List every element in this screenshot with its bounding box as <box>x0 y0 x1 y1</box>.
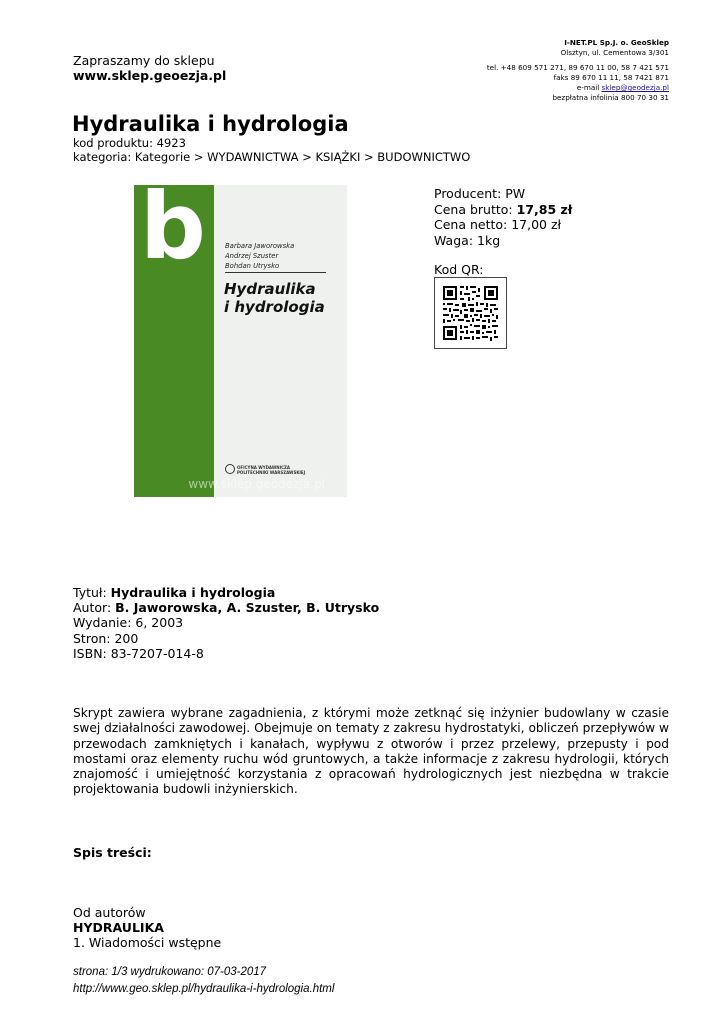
qr-code <box>434 277 507 349</box>
company-hotline: bezpłatna infolinia 800 70 30 31 <box>552 93 669 102</box>
cover-letter: b <box>140 185 206 280</box>
qr-code-icon <box>435 278 506 348</box>
company-info <box>487 38 669 103</box>
page-footer <box>73 964 334 998</box>
cover-publisher <box>225 465 305 475</box>
detail-author-label: Autor: <box>73 600 116 616</box>
product-code: kod produktu: 4923 <box>73 136 186 150</box>
toc-list <box>73 905 221 950</box>
product-meta <box>73 136 470 164</box>
publisher-line: OFICYNA WYDAWNICZA <box>237 465 291 470</box>
toc-item: 1. Wiadomości wstępne <box>73 935 222 950</box>
cover-watermark: www.sklep.geodezja.pl <box>188 477 325 491</box>
cover-title-line: Hydraulika <box>224 280 316 298</box>
shop-invite <box>73 53 226 83</box>
cover-author: Andrzej Szuster <box>225 252 279 260</box>
cover-title <box>224 280 325 316</box>
company-email-line <box>487 83 669 93</box>
product-info <box>434 186 572 248</box>
detail-pages: Stron: 200 <box>73 630 139 646</box>
price-gross-value: 17,85 zł <box>516 201 573 217</box>
shop-invite-text: Zapraszamy do sklepu <box>73 53 215 68</box>
email-link[interactable]: sklep@geodezja.pl <box>601 83 669 92</box>
producer: Producent: PW <box>434 186 526 201</box>
toc-item: Od autorów <box>73 905 146 920</box>
email-prefix: e-mail <box>576 83 602 92</box>
detail-isbn: ISBN: 83-7207-014-8 <box>73 645 204 661</box>
company-address: Olsztyn, ul. Cementowa 3/301 <box>560 48 669 57</box>
detail-title-label: Tytuł: <box>73 585 111 600</box>
company-name: I-NET.PL Sp.J. o. GeoSklep <box>564 38 669 47</box>
toc-heading: Spis treści: <box>73 845 152 860</box>
qr-label: Kod QR: <box>434 262 484 277</box>
product-category: kategoria: Kategorie > WYDAWNICTWA > KSIĄŻKI > BUDOWNICTWO <box>73 150 471 164</box>
publisher-line: POLITECHNIKI WARSZAWSKIEJ <box>237 470 306 475</box>
cover-author: Barbara Jaworowska <box>225 242 295 250</box>
price-gross-line <box>434 202 572 218</box>
detail-author <box>73 600 379 615</box>
weight: Waga: 1kg <box>434 232 501 248</box>
shop-url[interactable]: www.sklep.geoezja.pl <box>73 68 227 83</box>
book-cover-image <box>134 185 347 497</box>
toc-section: HYDRAULIKA <box>73 920 164 935</box>
price-net: Cena netto: 17,00 zł <box>434 217 562 232</box>
detail-author-value: B. Jaworowska, A. Szuster, B. Utrysko <box>115 600 380 616</box>
company-fax: faks 89 670 11 11, 58 7421 871 <box>553 73 669 82</box>
publisher-logo-icon <box>225 464 235 474</box>
cover-divider <box>225 272 326 273</box>
footer-page-info: strona: 1/3 wydrukowano: 07-03-2017 <box>73 966 267 978</box>
footer-url: http://www.geo.sklep.pl/hydraulika-i-hydrologia.html <box>73 983 335 995</box>
cover-author: Bohdan Utrysko <box>225 262 280 270</box>
book-details <box>73 585 379 661</box>
detail-edition: Wydanie: 6, 2003 <box>73 615 184 631</box>
cover-authors <box>225 241 294 271</box>
book-description: Skrypt zawiera wybrane zagadnienia, z którymi może zetknąć się inżynier budowlany w czasie swej działalności zawodowej. Obejmuje on tematy z zakresu hydrostatyki, obliczeń przepływów w przewodach zamkniętych i kanałach, wypływu z otworów i przez przelewy, przepusty i pod mostami oraz elementy ruchu wód gruntowych, a także informacje z zakresu hydrologii, których znajomość i umiejętność korzystania z opracowań hydrologicznych jest niezbędna w trakcie projektowania budowli inżynierskich. <box>73 706 669 797</box>
detail-title-value: Hydraulika i hydrologia <box>110 585 276 600</box>
company-tel: tel. +48 609 571 271, 89 670 11 00, 58 7 421 571 <box>486 63 669 72</box>
cover-title-line: i hydrologia <box>224 298 325 316</box>
page-title: Hydraulika i hydrologia <box>72 112 349 136</box>
detail-title <box>73 585 379 600</box>
price-gross-label: Cena brutto: <box>434 201 517 217</box>
